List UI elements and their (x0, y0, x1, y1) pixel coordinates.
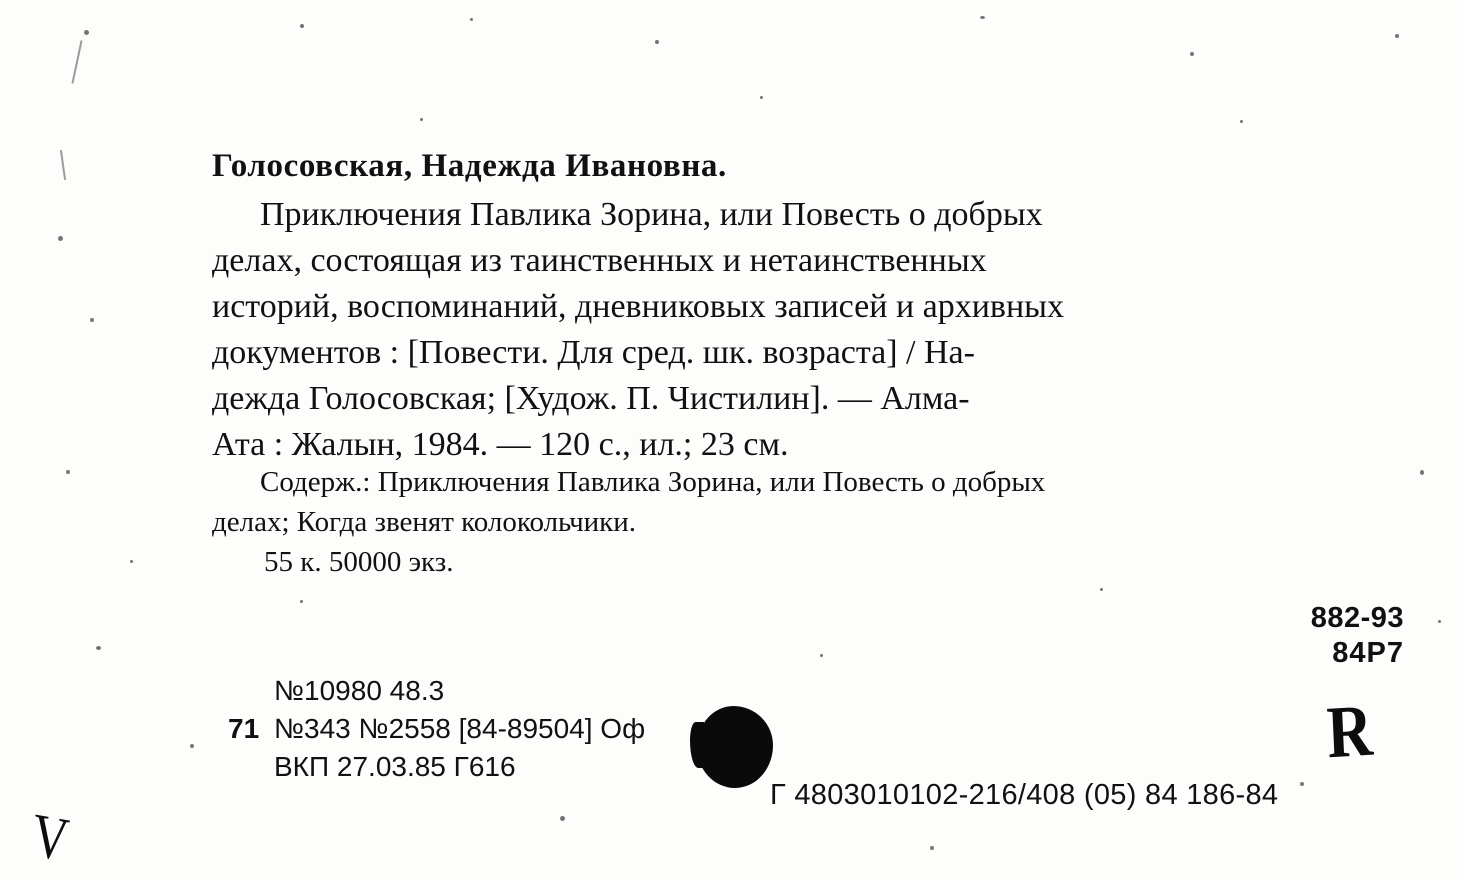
paper-speck (820, 654, 823, 657)
paper-scratch (60, 150, 66, 180)
ink-blot-stamp (697, 706, 773, 788)
paper-speck (760, 96, 763, 99)
paper-speck (66, 470, 70, 474)
paper-scratch (71, 40, 82, 83)
price-print-run: 55 к. 50000 экз. (264, 546, 454, 578)
paper-speck (96, 646, 101, 650)
paper-speck (1438, 620, 1441, 623)
paper-speck (300, 600, 303, 603)
author-heading: Голосовская, Надежда Ивановна. (212, 148, 727, 184)
acquisition-lead: 71 (228, 713, 260, 744)
acquisition-row (228, 710, 645, 748)
paper-speck (1300, 782, 1304, 786)
classification-marks (1311, 602, 1404, 670)
paper-speck (560, 816, 565, 821)
paper-speck (1395, 34, 1399, 38)
classification-bbk: 84Р7 (1332, 637, 1404, 669)
paper-speck (930, 846, 934, 850)
acquisition-text: ВКП 27.03.85 Г616 (274, 751, 516, 782)
description-line: дежда Голосовская; [Худож. П. Чистилин]. — Алма- (212, 380, 970, 417)
paper-speck (90, 318, 94, 322)
paper-speck (1420, 470, 1424, 475)
paper-speck (1240, 120, 1243, 123)
paper-speck (130, 560, 133, 563)
paper-speck (84, 30, 89, 35)
handwritten-right-mark: R (1324, 689, 1374, 775)
acquisition-text: №343 №2558 [84-89504] Оф (274, 713, 646, 744)
paper-speck (190, 744, 194, 748)
paper-speck (58, 236, 63, 241)
description-line: делах, состоящая из таинственных и нетаинственных (212, 242, 987, 279)
contents-line: Содерж.: Приключения Павлика Зорина, или Повесть о добрых (260, 466, 1046, 498)
description-line: документов : [Повести. Для сред. шк. возраста] / На- (212, 334, 975, 371)
handwritten-bottom-left-mark: V (28, 801, 72, 875)
paper-speck (420, 118, 423, 121)
author-heading-wrapper (212, 148, 1397, 185)
classification-number: 882-93 (1310, 602, 1404, 634)
paper-speck (1190, 52, 1194, 56)
acquisition-codes (228, 672, 645, 786)
paper-speck (300, 24, 304, 28)
acquisition-row (228, 748, 645, 786)
description-line: Ата : Жалын, 1984. — 120 с., ил.; 23 см. (212, 426, 789, 463)
acquisition-text: №10980 48.3 (274, 675, 445, 706)
imprint-code: Г 4803010102-216/408 (05) 84 186-84 (770, 779, 1279, 811)
paper-speck (470, 18, 473, 21)
contents-note (212, 462, 1397, 582)
paper-speck (980, 16, 985, 19)
description-block (212, 192, 1397, 468)
description-line: историй, воспоминаний, дневниковых записей и архивных (212, 288, 1065, 325)
paper-speck (655, 40, 659, 44)
paper-speck (1100, 588, 1103, 591)
contents-line: делах; Когда звенят колокольчики. (212, 506, 637, 538)
acquisition-row (228, 672, 645, 710)
description-line: Приключения Павлика Зорина, или Повесть о добрых (260, 196, 1043, 233)
